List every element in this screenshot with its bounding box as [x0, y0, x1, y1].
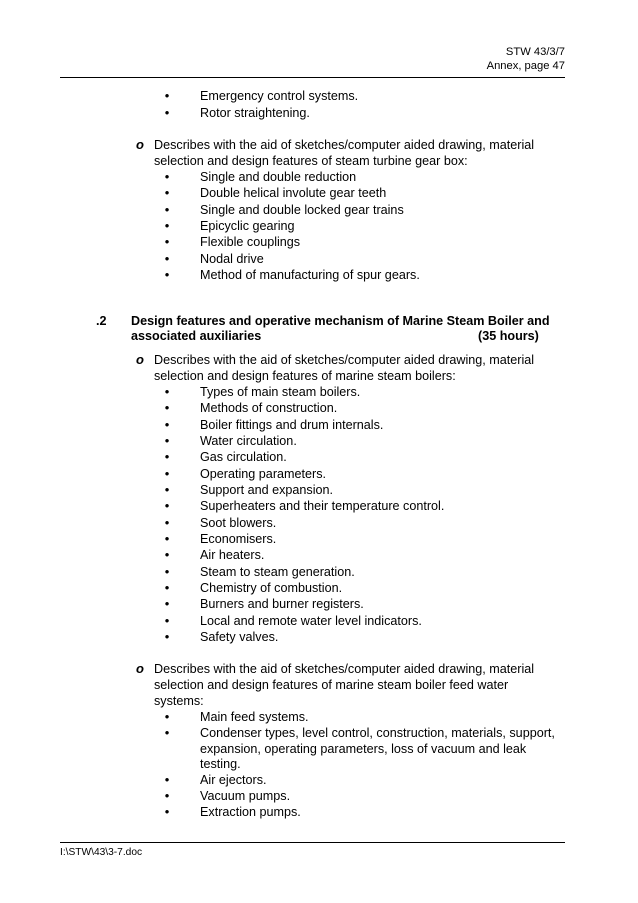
list-item: Flexible couplings — [200, 235, 301, 250]
header-rule — [60, 77, 565, 78]
list-item: Epicyclic gearing — [200, 218, 295, 233]
list-item: Gas circulation. — [200, 450, 287, 465]
paragraph-line: Describes with the aid of sketches/computer aided drawing, material — [154, 662, 535, 676]
paragraph-line: Describes with the aid of sketches/computer aided drawing, material — [154, 353, 535, 367]
annex-page: Annex, page 47 — [486, 60, 565, 72]
bullet-icon — [163, 251, 171, 266]
footer-path: I:\STW\43\3-7.doc — [60, 847, 143, 858]
list-item: Soot blowers. — [200, 515, 277, 530]
bullet-icon — [163, 788, 171, 803]
list-item: Superheaters and their temperature control. — [200, 499, 445, 514]
bullet-icon — [163, 169, 171, 184]
list-item: Economisers. — [200, 531, 277, 546]
list-item-cont: testing. — [200, 757, 241, 771]
list-item-cont: expansion, operating parameters, loss of vacuum and leak — [200, 742, 527, 756]
list-item: Main feed systems. — [200, 710, 309, 724]
bullet-icon — [163, 804, 171, 819]
list-item: Method of manufacturing of spur gears. — [200, 267, 420, 282]
list-item: Methods of construction. — [200, 401, 338, 416]
bullet-icon — [163, 466, 171, 481]
list-item: Nodal drive — [200, 251, 264, 266]
list-item: Burners and burner registers. — [200, 597, 364, 612]
bullet-icon — [163, 449, 171, 464]
bullet-icon — [163, 417, 171, 432]
list-item: Emergency control systems. — [200, 89, 359, 103]
paragraph-line: systems: — [154, 694, 204, 708]
bullet-icon — [163, 547, 171, 562]
list-item: Support and expansion. — [200, 482, 334, 497]
list-item: Chemistry of combustion. — [200, 580, 343, 595]
doc-reference: STW 43/3/7 — [505, 46, 565, 58]
bullet-icon — [163, 267, 171, 282]
list-item: Operating parameters. — [200, 466, 326, 481]
bullet-icon — [163, 564, 171, 579]
list-item: Safety valves. — [200, 629, 279, 644]
list-item: Types of main steam boilers. — [200, 385, 361, 399]
bullet-icon — [163, 725, 171, 740]
bullet-icon — [163, 234, 171, 249]
circle-marker-icon: o — [136, 137, 144, 152]
list-item: Extraction pumps. — [200, 805, 301, 819]
bullet-icon — [163, 105, 171, 120]
list-item: Double helical involute gear teeth — [200, 186, 387, 201]
list-item: Condenser types, level control, construction, materials, support, — [200, 726, 555, 740]
bullet-icon — [163, 596, 171, 611]
list-item: Water circulation. — [200, 433, 297, 448]
paragraph-line: selection and design features of marine steam boilers: — [154, 369, 456, 383]
bullet-icon — [163, 498, 171, 513]
paragraph-line: selection and design features of marine steam boiler feed water — [154, 678, 509, 692]
bullet-icon — [163, 613, 171, 628]
bullet-icon — [163, 515, 171, 530]
list-item: Local and remote water level indicators. — [200, 613, 422, 628]
list-item: Air ejectors. — [200, 773, 267, 787]
bullet-icon — [163, 384, 171, 399]
section-hours: (35 hours) — [478, 329, 539, 343]
section-title-cont: associated auxiliaries — [131, 329, 262, 343]
section-number: .2 — [96, 314, 107, 328]
footer-rule — [60, 842, 565, 843]
bullet-icon — [163, 433, 171, 448]
paragraph-line: Describes with the aid of sketches/computer aided drawing, material — [154, 138, 535, 152]
bullet-icon — [163, 580, 171, 595]
list-item: Steam to steam generation. — [200, 564, 355, 579]
list-item: Rotor straightening. — [200, 106, 310, 120]
bullet-icon — [163, 482, 171, 497]
bullet-icon — [163, 629, 171, 644]
bullet-icon — [163, 218, 171, 233]
bullet-icon — [163, 88, 171, 103]
bullet-icon — [163, 772, 171, 787]
circle-marker-icon: o — [136, 352, 144, 367]
bullet-icon — [163, 202, 171, 217]
section-title: Design features and operative mechanism of Marine Steam Boiler and — [131, 314, 550, 328]
bullet-icon — [163, 709, 171, 724]
list-item: Air heaters. — [200, 548, 265, 563]
list-item: Single and double reduction — [200, 170, 357, 184]
paragraph-line: selection and design features of steam turbine gear box: — [154, 154, 468, 168]
bullet-icon — [163, 400, 171, 415]
list-item: Single and double locked gear trains — [200, 202, 404, 217]
bullet-icon — [163, 185, 171, 200]
list-item: Boiler fittings and drum internals. — [200, 417, 384, 432]
list-item: Vacuum pumps. — [200, 789, 291, 803]
circle-marker-icon: o — [136, 661, 144, 676]
bullet-icon — [163, 531, 171, 546]
